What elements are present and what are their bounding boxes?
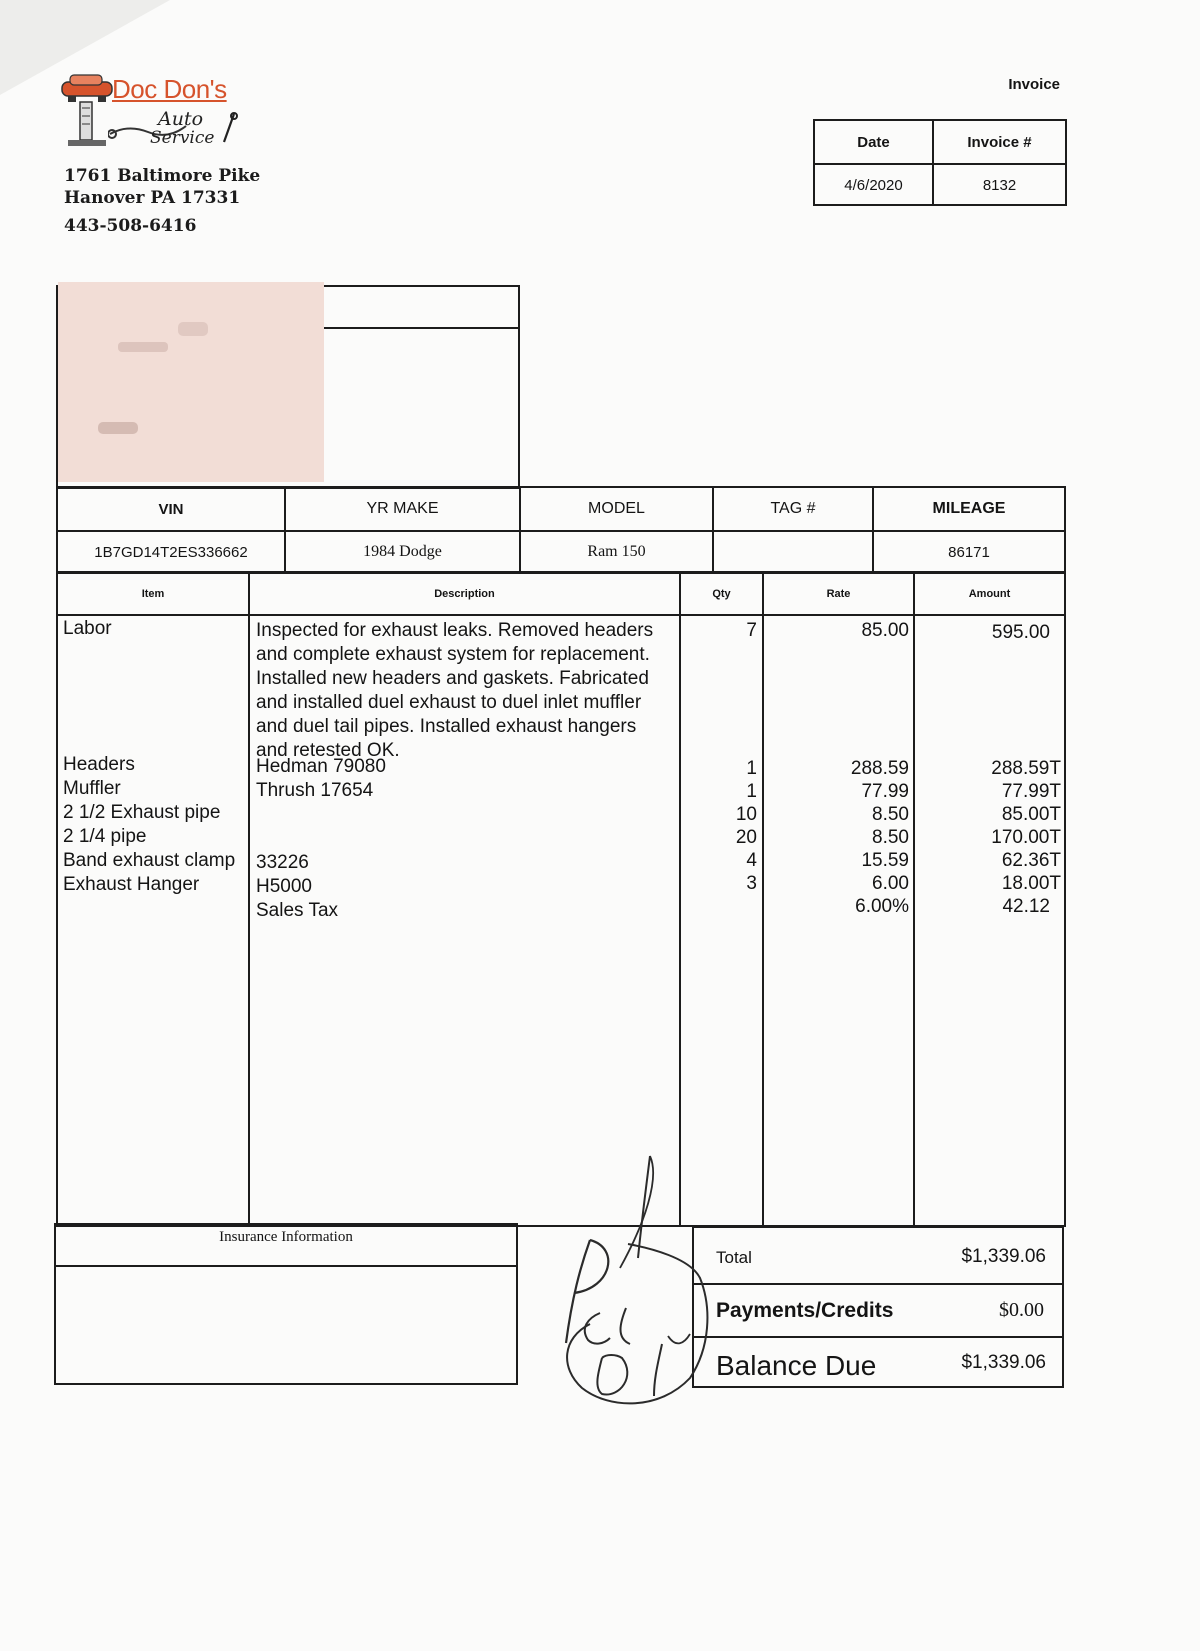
labor-desc-line: and retested OK.	[256, 740, 400, 761]
table-row-rate: 15.59	[861, 850, 909, 871]
table-row-description: H5000	[256, 876, 312, 897]
mileage-value: 86171	[948, 543, 990, 561]
company-brand: Doc Don's	[112, 74, 227, 104]
table-row-qty: 4	[746, 850, 757, 871]
table-row-item: Headers	[63, 754, 135, 775]
labor-desc-line: Installed new headers and gaskets. Fabricated	[256, 668, 649, 689]
labor-rate: 85.00	[861, 620, 909, 641]
labor-description	[256, 619, 676, 763]
payments-label: Payments/Credits	[716, 1299, 894, 1322]
qty-column	[681, 757, 757, 895]
labor-desc-line: Inspected for exhaust leaks. Removed headers	[256, 620, 654, 641]
insurance-label: Insurance Information	[219, 1228, 353, 1245]
total-value: $1,339.06	[961, 1246, 1046, 1267]
yr-make-label: YR MAKE	[366, 500, 439, 517]
table-row-qty: 20	[735, 827, 757, 848]
vin-label: VIN	[158, 500, 184, 518]
table-row-amount: 77.99T	[1001, 781, 1061, 802]
payments-value: $0.00	[999, 1299, 1044, 1321]
address-line2: Hanover PA 17331	[64, 188, 241, 208]
vin-value: 1B7GD14T2ES336662	[94, 543, 248, 561]
col-description-header: Description	[434, 587, 495, 600]
col-qty-header: Qty	[712, 587, 731, 600]
table-row-description: Thrush 17654	[256, 780, 374, 801]
table-row-rate: 77.99	[861, 781, 909, 802]
date-label: Date	[857, 133, 890, 151]
wrench-icon	[218, 112, 240, 152]
total-label: Total	[716, 1248, 752, 1267]
tag-value	[714, 532, 872, 572]
table-row-description: Hedman 79080	[256, 756, 386, 777]
table-row-amount: 85.00T	[1001, 804, 1061, 825]
table-row-item: Band exhaust clamp	[63, 850, 236, 871]
invoice-meta-table	[813, 119, 1067, 206]
table-row-item: Muffler	[63, 778, 121, 799]
company-tagline-line1: Auto	[158, 108, 204, 130]
table-row-item: 2 1/4 pipe	[63, 826, 147, 847]
col-rate-header: Rate	[826, 587, 851, 600]
table-row-amount: 18.00T	[1001, 873, 1061, 894]
col-amount-header: Amount	[968, 587, 1011, 600]
table-row-amount: 288.59T	[991, 758, 1061, 779]
line-items-table	[56, 571, 1066, 1227]
labor-item: Labor	[63, 618, 112, 639]
rate-column	[764, 757, 909, 918]
col-item-header: Item	[141, 587, 165, 600]
table-row-qty: 10	[735, 804, 757, 825]
table-row-description	[256, 803, 676, 827]
model-value: Ram 150	[587, 543, 646, 560]
company-phone: 443-508-6416	[64, 216, 197, 236]
item-column	[63, 753, 249, 897]
tag-label: TAG #	[770, 500, 816, 517]
table-row-rate: 8.50	[872, 804, 909, 825]
mileage-label: MILEAGE	[932, 500, 1006, 517]
yr-make-value: 1984 Dodge	[363, 543, 442, 560]
balance-value: $1,339.06	[961, 1352, 1046, 1373]
table-row-rate: 288.59	[850, 758, 909, 779]
description-column	[256, 755, 676, 923]
model-label: MODEL	[588, 500, 645, 517]
vehicle-table	[56, 486, 1066, 574]
table-row-description: Sales Tax	[256, 900, 339, 921]
table-row-item: Exhaust Hanger	[63, 874, 200, 895]
table-row-amount: 62.36T	[1001, 850, 1061, 871]
table-row-rate: 6.00	[872, 873, 909, 894]
table-row-qty: 1	[746, 781, 757, 802]
company-address	[64, 165, 260, 237]
table-row-amount: 42.12	[1002, 896, 1050, 917]
table-row-item: 2 1/2 Exhaust pipe	[63, 802, 221, 823]
labor-desc-line: and complete exhaust system for replacement.	[256, 644, 650, 665]
handwritten-signature	[550, 1148, 720, 1418]
table-row-rate: 6.00%	[855, 896, 909, 917]
redacted-address	[58, 282, 324, 482]
table-row-qty: 3	[746, 873, 757, 894]
table-row-description	[256, 827, 676, 851]
invoice-date: 4/6/2020	[844, 176, 903, 194]
table-row-description: 33226	[256, 852, 309, 873]
balance-label: Balance Due	[716, 1350, 877, 1381]
table-row-rate: 8.50	[872, 827, 909, 848]
labor-desc-line: and duel tail pipes. Installed exhaust hangers	[256, 716, 637, 737]
labor-qty: 7	[746, 620, 757, 641]
totals-box	[692, 1226, 1064, 1388]
labor-desc-line: and installed duel exhaust to duel inlet muffler	[256, 692, 642, 713]
doc-title: Invoice	[1008, 76, 1060, 93]
insurance-box	[54, 1223, 518, 1385]
table-row-amount: 170.00T	[991, 827, 1061, 848]
address-line1: 1761 Baltimore Pike	[64, 166, 261, 186]
invoice-number-label: Invoice #	[967, 133, 1032, 151]
table-row-qty: 1	[746, 758, 757, 779]
company-logo	[58, 72, 258, 152]
labor-amount: 595.00	[991, 622, 1050, 643]
invoice-number: 8132	[982, 176, 1017, 194]
company-tagline-line2: Service	[150, 128, 215, 148]
amount-column	[915, 757, 1061, 918]
